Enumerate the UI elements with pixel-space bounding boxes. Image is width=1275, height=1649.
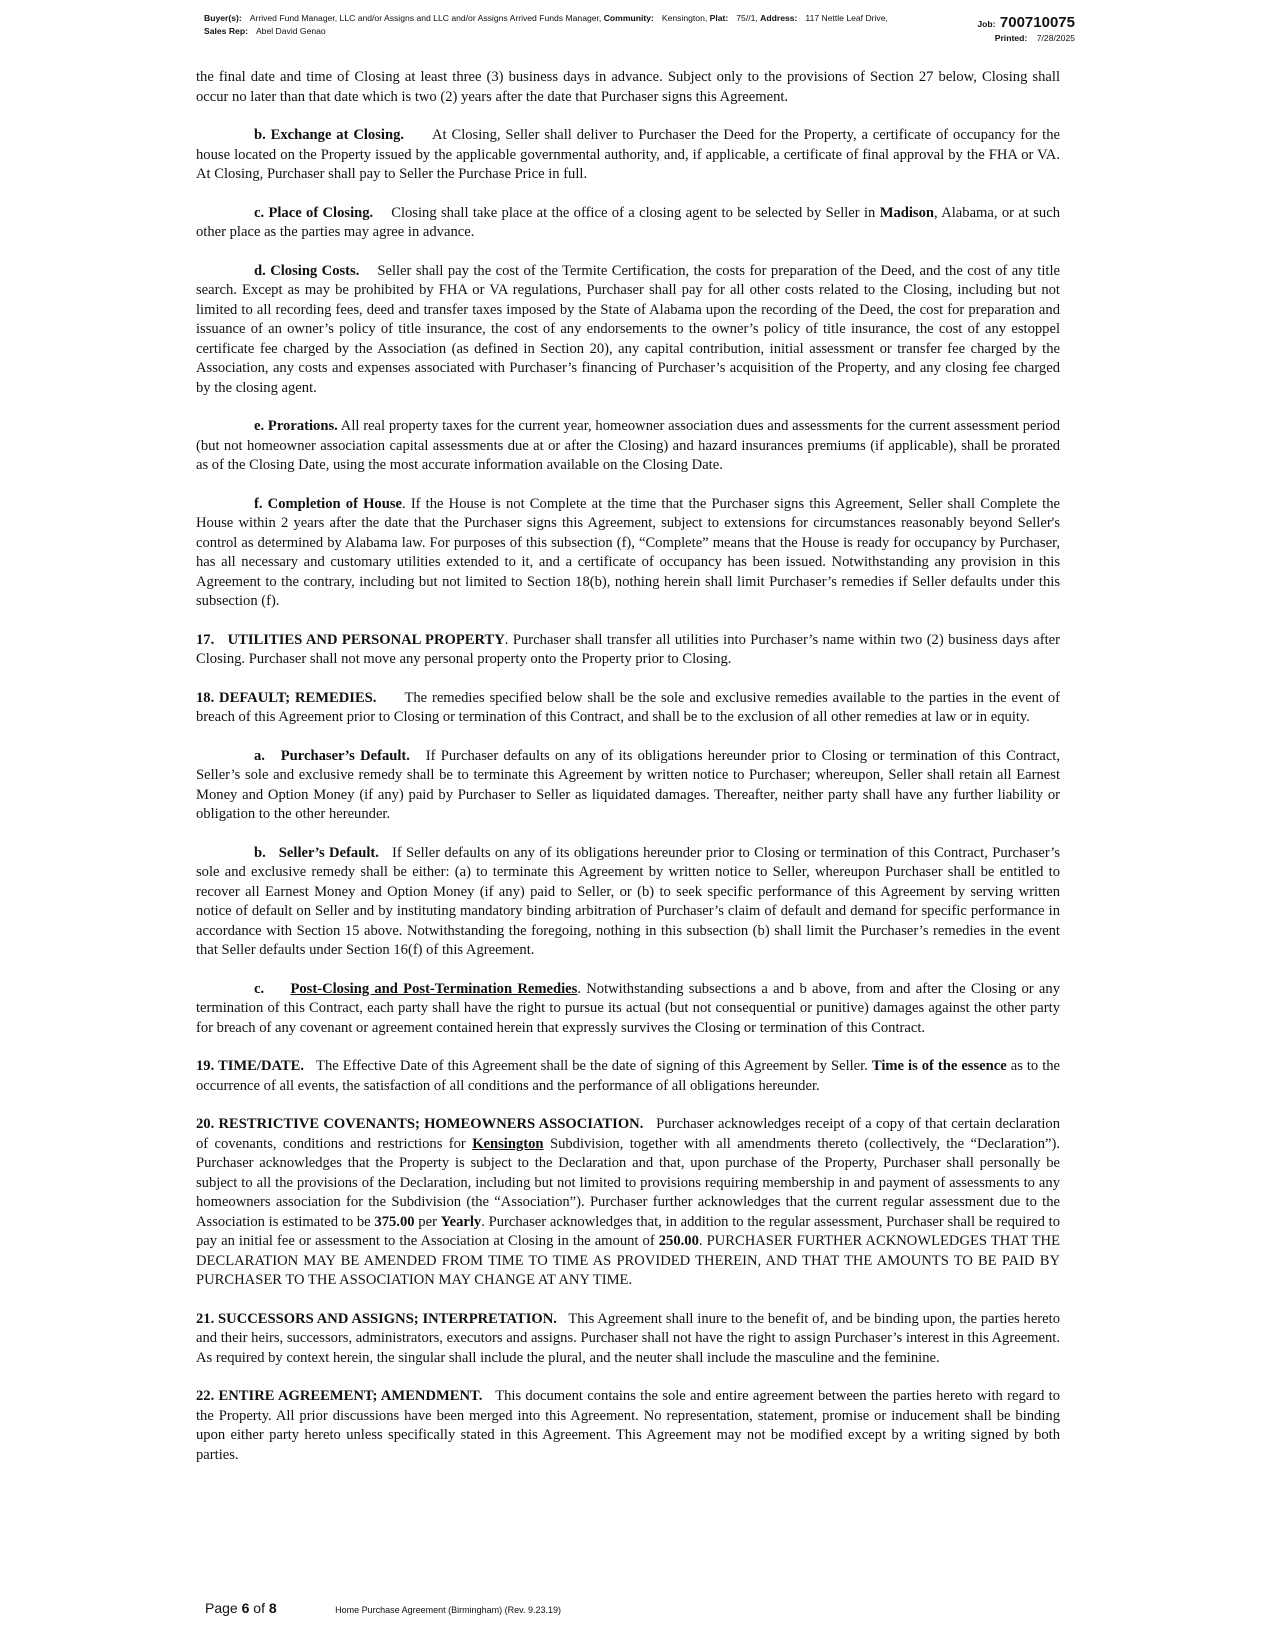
seller-default-label: b. — [254, 844, 266, 861]
closing-continuation-paragraph: the final date and time of Closing at least three (3) business days in advance. Subject only to the provisions of Section 27 below, Closing shall occur no later than that date which is two (2) years after the date that Purchaser signs this Agreement. — [196, 69, 1060, 105]
section-20-text: Purchaser acknowledges receipt of a copy of that certain declaration of covenants, conditions and restrictions for — [196, 1116, 1060, 1152]
exchange-at-closing-heading: b. Exchange at Closing. — [254, 127, 405, 143]
subdivision-name: Kensington — [472, 1135, 544, 1152]
section-20-text-4: . PURCHASER FURTHER ACKNOWLEDGES THAT THE DECLARATION MAY BE AMENDED FROM TIME TO TIME AS PROVIDED THEREIN, AND THAT THE AMOUNTS TO BE PAID BY PURCHASER TO THE ASSOCIATION MAY CHANGE AT ANY TIME. — [196, 1233, 1060, 1288]
section-17-paragraph — [196, 631, 1060, 670]
initial-fee-amount: 250.00 — [658, 1233, 699, 1249]
section-20-paragraph — [196, 1115, 1060, 1291]
post-closing-remedies-heading: Post-Closing and Post-Termination Remedies — [290, 980, 578, 997]
assessment-period: Yearly — [440, 1213, 482, 1230]
purchaser-default-paragraph — [196, 747, 1060, 825]
header-line-2 — [204, 25, 924, 38]
post-closing-remedies-text: . Notwithstanding subsections a and b above, from and after the Closing or any termination of this Contract, each party shall have the right to pursue its actual (but not consequential or punitive) damages against the other party for breach of any covenant or agreement contained herein that expressly survives the Closing or termination of this Contract. — [196, 980, 1060, 1036]
of-word: of — [253, 1600, 265, 1616]
printed-label: Printed: — [994, 33, 1028, 43]
page-footer — [205, 1600, 561, 1618]
section-18-text: The remedies specified below shall be the sole and exclusive remedies available to the parties in the event of breach of this Agreement prior to Closing or termination of this Contract, and shall be to the exclusion of all other remedies at law or in equity. — [196, 689, 1060, 725]
time-of-essence: Time is of the essence — [871, 1058, 1007, 1074]
job-info — [977, 14, 1075, 44]
section-20-text-3: . Purchaser acknowledges that, in addition to the regular assessment, Purchaser shall be required to pay an initial fee or assessment to the Association at Closing in the amount of — [196, 1213, 1060, 1249]
section-17-heading: UTILITIES AND PERSONAL PROPERTY — [227, 631, 505, 648]
address-value: 117 Nettle Leaf Drive, — [805, 13, 888, 23]
job-label: Job: — [977, 19, 996, 29]
closing-costs-text: Seller shall pay the cost of the Termite Certification, the costs for preparation of the Deed, and the cost of any title search. Except as may be prohibited by FHA or VA regulations, Purchaser shall pay for all other costs related to the Closing, including but not limited to all recording fees, deed and transfer taxes imposed by the State of Alabama upon the recording of the Deed, the cost for preparation and issuance of an owner’s policy of title insurance, the cost of any endorsements to the owner’s policy of title insurance, the cost of any estoppel certificate fee charged by the Association (as defined in Section 20), any capital contribution, initial assessment or transfer fee charged by the Association, any costs and expenses associated with Purchaser’s financing of Purchaser’s acquisition of the Property, and any closing fee charged by the closing agent. — [196, 262, 1060, 396]
plat-value: 75//1, — [736, 13, 758, 23]
prorations-text: All real property taxes for the current year, homeowner association dues and assessments for the current assessment period (but not homeowner association capital assessments due at or after the Closing) and hazard insurances premiums (if applicable), shall be prorated as of the Closing Date, using the most accurate information available on the Closing Date. — [196, 418, 1060, 473]
section-19-text-2: as to the occurrence of all events, the satisfaction of all conditions and the performance of all obligations hereunder. — [196, 1058, 1061, 1094]
closing-city: Madison — [879, 204, 935, 221]
sales-rep-value: Abel David Genao — [255, 26, 326, 36]
seller-default-heading: Seller’s Default. — [278, 844, 379, 861]
completion-of-house-text: . If the House is not Complete at the time that the Purchaser signs this Agreement, Seller shall Complete the House within 2 years after the date that the Purchaser signs this Agreement, subject to extensions for circumstances reasonably beyond Seller's control as determined by Alabama law. For purposes of this subsection (f), “Complete” means that the House is ready for occupancy by Purchaser, has all necessary and customary utilities extended to it, and a certificate of occupancy has been issued. Notwithstanding any provision in this Agreement to the contrary, including but not limited to Section 18(b), nothing herein shall limit Purchaser’s remedies if Seller defaults under this subsection (f). — [196, 495, 1060, 609]
page-indicator — [205, 1600, 277, 1616]
section-17-text: . Purchaser shall transfer all utilities into Purchaser’s name within two (2) business days after Closing. Purchaser shall not move any personal property onto the Property prior to Closing. — [196, 631, 1060, 667]
section-21-heading: 21. SUCCESSORS AND ASSIGNS; INTERPRETATION. — [196, 1310, 557, 1327]
completion-of-house-heading: f. Completion of House — [254, 495, 403, 512]
seller-default-text: If Seller defaults on any of its obligations hereunder prior to Closing or termination of this Contract, Purchaser’s sole and exclusive remedy shall be either: (a) to terminate this Agreement by written notice to Seller, whereupon Purchaser shall be entitled to recover all Earnest Money and Option Money (if any) paid to Seller, or (b) to seek specific performance of this Agreement by serving written notice of default on Seller and by instituting mandatory binding arbitration of Purchaser’s claim of default and demand for specific performance in accordance with Section 15 above. Notwithstanding the foregoing, nothing in this subsection (b) shall limit the Purchaser’s remedies in the event that Seller defaults under Section 16(f) of this Agreement. — [196, 844, 1061, 958]
agreement-body — [196, 68, 1060, 1484]
section-19-paragraph — [196, 1057, 1060, 1096]
assessment-per: per — [418, 1213, 437, 1230]
closing-costs-heading: d. Closing Costs. — [254, 262, 360, 279]
job-number: 700710075 — [999, 14, 1075, 31]
document-title: Home Purchase Agreement (Birmingham) (Rev. 9.23.19) — [335, 1605, 562, 1615]
section-18-heading: 18. DEFAULT; REMEDIES. — [196, 689, 377, 706]
completion-of-house-paragraph — [196, 495, 1060, 612]
community-label: Community: — [603, 13, 654, 23]
section-22-text: This document contains the sole and entire agreement between the parties hereto with regard to the Property. All prior discussions have been merged into this Agreement. No representation, statement, promise or inducement shall be binding upon either party hereto unless specifically stated in this Agreement. This Agreement may not be modified except by a writing signed by both parties. — [196, 1388, 1060, 1463]
exchange-at-closing-text: At Closing, Seller shall deliver to Purchaser the Deed for the Property, a certificate of occupancy for the house located on the Property issued by the applicable governmental authority, and, if applicable, a certificate of final approval by the FHA or VA. At Closing, Purchaser shall pay to Seller the Purchase Price in full. — [196, 127, 1060, 182]
header-line-1 — [204, 12, 924, 25]
purchaser-default-heading: Purchaser’s Default. — [280, 747, 410, 764]
exchange-at-closing-paragraph — [196, 126, 1060, 185]
page-total: 8 — [268, 1600, 277, 1616]
page-number: 6 — [241, 1600, 250, 1616]
purchaser-default-text: If Purchaser defaults on any of its obligations hereunder prior to Closing or termination of this Contract, Seller’s sole and exclusive remedy shall be to terminate this Agreement by written notice to Purchaser; whereupon, Seller shall retain all Earnest Money and Option Money (if any) paid by Purchaser to Seller as liquidated damages. Thereafter, neither party shall have any further liability or obligation to the other hereunder. — [196, 747, 1060, 822]
section-21-paragraph — [196, 1310, 1060, 1369]
section-22-paragraph — [196, 1387, 1060, 1465]
closing-costs-paragraph — [196, 262, 1060, 399]
plat-label: Plat: — [709, 13, 729, 23]
address-label: Address: — [760, 13, 798, 23]
section-18-paragraph — [196, 689, 1060, 728]
buyer-value: Arrived Fund Manager, LLC and/or Assigns and LLC and/or Assigns Arrived Funds Manager, — [249, 13, 602, 23]
prorations-paragraph — [196, 417, 1060, 476]
section-17-number: 17. — [196, 631, 215, 648]
section-19-heading: 19. TIME/DATE. — [196, 1058, 305, 1074]
seller-default-paragraph — [196, 844, 1060, 961]
document-header — [204, 12, 924, 38]
section-19-text: The Effective Date of this Agreement shall be the date of signing of this Agreement by Seller. — [316, 1058, 868, 1074]
page-word: Page — [205, 1600, 238, 1616]
place-of-closing-text: Closing shall take place at the office of a closing agent to be selected by Seller in — [391, 204, 876, 221]
prorations-heading: e. Prorations. — [254, 418, 338, 434]
section-20-text-2: Subdivision, together with all amendments thereto (collectively, the “Declaration”). Purchaser acknowledges that the Property is subject to the Declaration and that, upon purchase of the Property, Purchaser shall personally be subject to all the provisions of the Declaration, including but not limited to provisions requiring membership in and payment of assessments to any homeowners association for the Subdivision (the “Association”). Purchaser further acknowledges that the current regular assessment due to the Association is estimated to be — [196, 1135, 1060, 1230]
post-closing-remedies-label: c. — [254, 980, 265, 997]
printed-date: 7/28/2025 — [1036, 33, 1075, 43]
section-21-text: This Agreement shall inure to the benefit of, and be binding upon, the parties hereto and their heirs, successors, administrators, executors and assigns. Purchaser shall not have the right to assign Purchaser’s interest in this Agreement. As required by context herein, the singular shall include the plural, and the neuter shall include the masculine and the feminine. — [196, 1310, 1060, 1366]
place-of-closing-paragraph — [196, 204, 1060, 243]
buyer-label: Buyer(s): — [204, 13, 242, 23]
sales-rep-label: Sales Rep: — [204, 26, 248, 36]
community-value: Kensington, — [661, 13, 708, 23]
section-22-heading: 22. ENTIRE AGREEMENT; AMENDMENT. — [196, 1388, 483, 1404]
section-20-heading: 20. RESTRICTIVE COVENANTS; HOMEOWNERS ASSOCIATION. — [196, 1116, 644, 1132]
place-of-closing-text-2: , Alabama, or at such other place as the parties may agree in advance. — [196, 204, 1060, 240]
purchaser-default-label: a. — [254, 747, 265, 764]
post-closing-remedies-paragraph — [196, 980, 1060, 1039]
place-of-closing-heading: c. Place of Closing. — [254, 204, 374, 221]
regular-assessment-amount: 375.00 — [374, 1213, 415, 1230]
